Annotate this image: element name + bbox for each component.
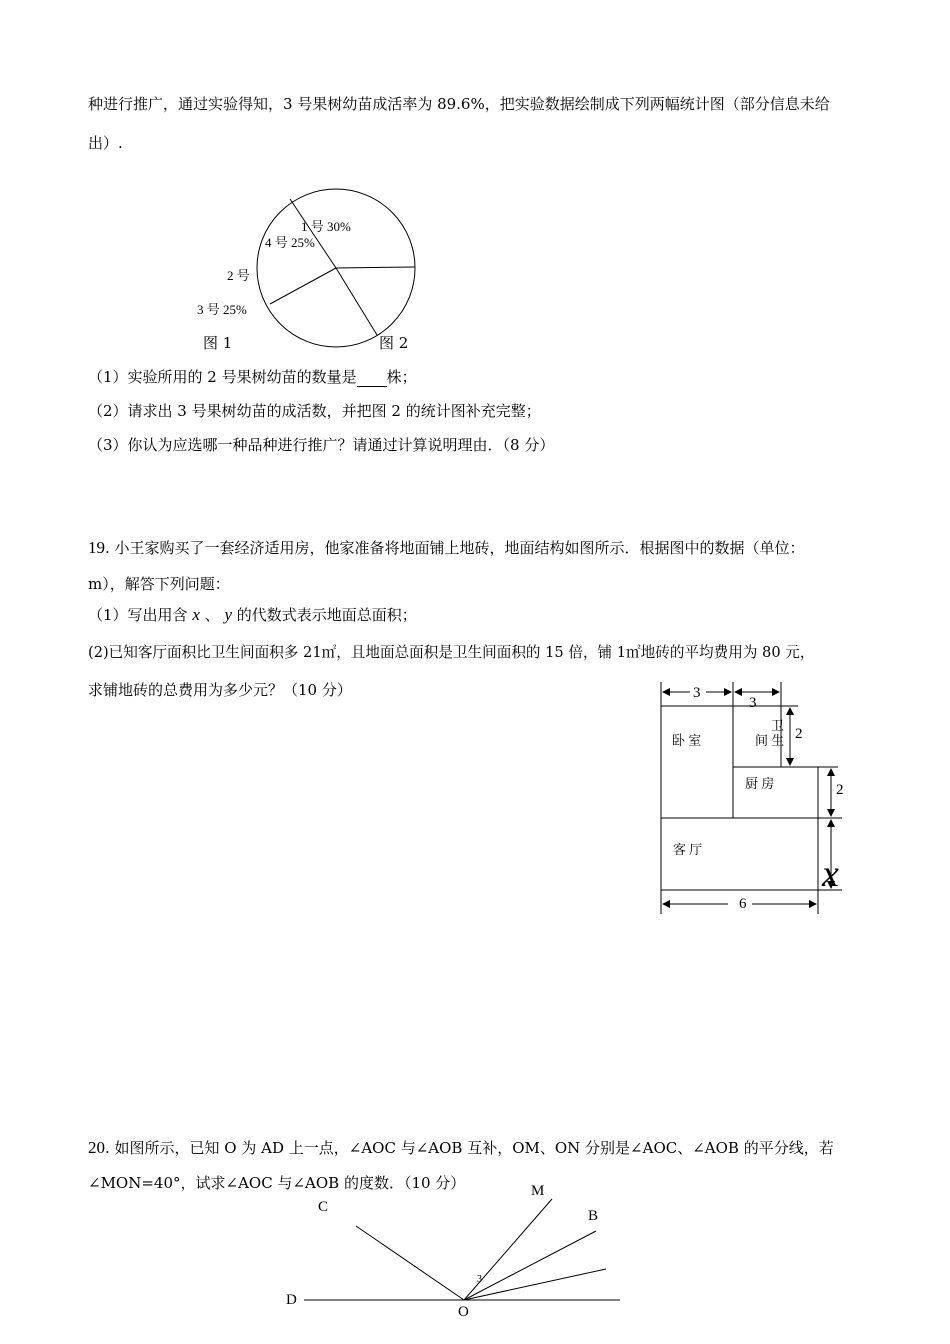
label-bathroom-2: 间 生: [755, 733, 785, 748]
point-label-B: B: [588, 1208, 599, 1224]
room-bedroom: [661, 706, 733, 818]
point-label-M: M: [531, 1183, 545, 1199]
q19-line-1: [88, 538, 805, 558]
pie-divider-3: [336, 268, 377, 335]
q18-sub1: [88, 367, 417, 387]
q19-sub3: 求铺地砖的总费用为多少元？（10 分）: [88, 681, 352, 699]
dim-bathroom-height: 2: [795, 726, 803, 742]
q19-number: 19: [88, 538, 105, 557]
q20-line-1-text: . 如图所示，已知 O 为 AD 上一点，∠AOC 与∠AOB 互补，OM、ON 分别是∠AOC、∠AOB 的平分线，若: [105, 1139, 834, 1157]
floor-plan-diagram: [650, 678, 850, 920]
q19-line-2: m），解答下列问题：: [88, 575, 230, 593]
intro-line-1: 种进行推广，通过实验得知，3 号果树幼苗成活率为 89.6%，把实验数据绘制成下列两幅统计图（部分信息未给: [88, 95, 830, 113]
dim-kitchen-height: 2: [836, 782, 844, 798]
dim-bedroom-width: 3: [693, 685, 701, 701]
label-kitchen: 厨 房: [745, 776, 775, 791]
pie-label-1: 1 号 30%: [301, 219, 351, 234]
answer-blank: [357, 372, 387, 387]
q18-sub3: （3）你认为应选哪一种品种进行推广？请通过计算说明理由．（8 分）: [88, 436, 555, 454]
q18-sub1-text-a: （1）实验所用的 2 号果树幼苗的数量是: [88, 368, 357, 386]
ray-ON: [464, 1269, 606, 1300]
pie-label-3: 3 号 25%: [197, 302, 247, 317]
label-bedroom: 卧 室: [672, 733, 702, 748]
pie-divider-4: [270, 268, 336, 304]
figure-1-caption: 图 1: [203, 334, 233, 352]
angle-diagram: [280, 1178, 630, 1338]
q20-line-2: ∠MON=40°，试求∠AOC 与∠AOB 的度数．（10 分）: [88, 1174, 466, 1192]
point-label-C: C: [318, 1199, 329, 1215]
label-living: 客 厅: [673, 842, 703, 857]
intro-line-2: 出）.: [88, 134, 123, 152]
ray-OB: [464, 1231, 596, 1300]
dim-total-width: 6: [739, 896, 747, 912]
pie-chart-figure-1: [190, 185, 430, 355]
ray-OC: [356, 1226, 464, 1300]
q19-sub1-text-b: 的代数式表示地面总面积；: [236, 606, 417, 624]
var-x: x: [192, 605, 200, 624]
label-bathroom-1: 卫: [771, 718, 785, 733]
dim-bathroom-width: 3: [749, 695, 757, 711]
dim-living-height: x: [822, 853, 839, 895]
figure-2-caption: 图 2: [379, 334, 409, 352]
point-label-D: D: [286, 1292, 297, 1308]
q19-line-1-text: . 小王家购买了一套经济适用房，他家准备将地面铺上地砖，地面结构如图所示．根据图中的数据（单位：: [105, 539, 805, 557]
q20-number: 20: [88, 1138, 105, 1157]
pie-label-2: 2 号: [227, 268, 250, 283]
point-label-O: O: [458, 1304, 469, 1320]
pie-label-4: 4 号 25%: [265, 235, 315, 250]
q19-sub2: (2)已知客厅面积比卫生间面积多 21㎡，且地面总面积是卫生间面积的 15 倍，铺 1㎡地砖的平均费用为 80 元，: [88, 644, 815, 661]
pie-divider-2: [336, 267, 415, 268]
q19-sub1-sep: 、: [204, 606, 220, 624]
q18-sub2: （2）请求出 3 号果树幼苗的成活数，并把图 2 的统计图补充完整；: [88, 402, 541, 420]
q20-line-1: [88, 1138, 834, 1158]
q18-sub1-text-b: 株；: [386, 368, 417, 386]
room-kitchen: [733, 767, 818, 818]
angle-mark-3: 3: [477, 1274, 482, 1285]
var-y: y: [224, 605, 232, 624]
q19-sub1: [88, 605, 417, 625]
q19-sub1-text-a: （1）写出用含: [88, 606, 188, 624]
